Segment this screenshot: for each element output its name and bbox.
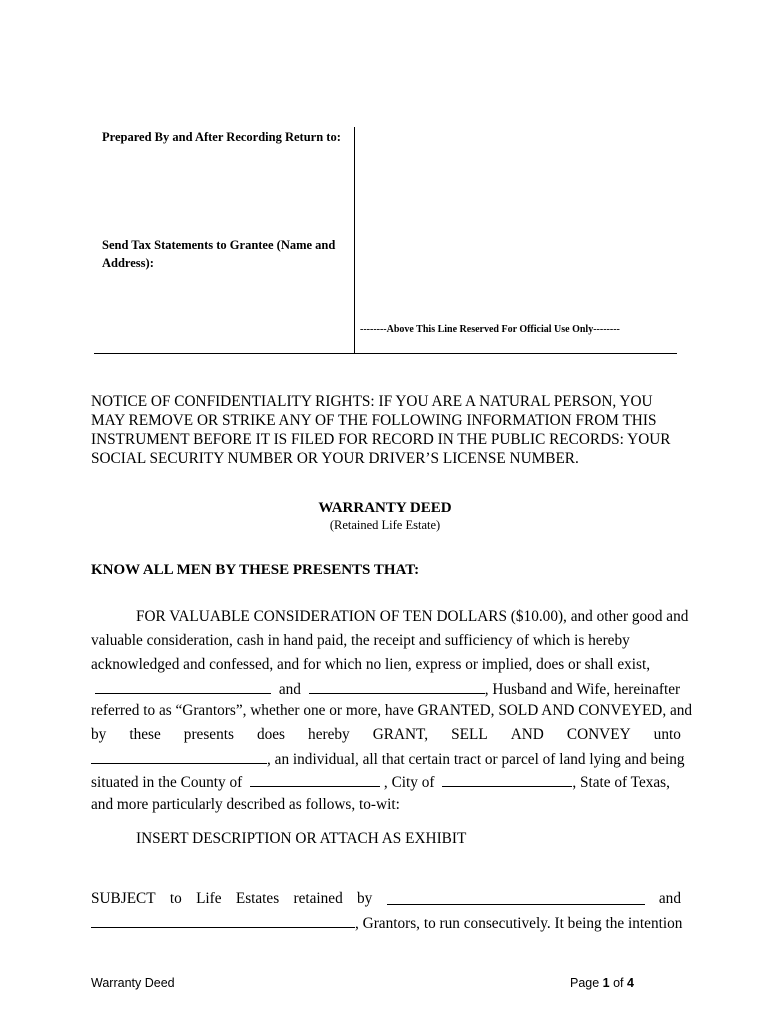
body-line: acknowledged and confessed, and for which no lien, express or implied, does or shall exist,	[91, 656, 651, 673]
grantor-1-blank[interactable]	[95, 679, 271, 694]
body-line-justified: by these presents does hereby GRANT, SELL AND CONVEY unto	[91, 726, 681, 743]
body-line: referred to as “Grantors”, whether one or more, have GRANTED, SOLD AND CONVEYED, and	[91, 702, 693, 719]
city-blank[interactable]	[442, 772, 572, 787]
header-divider-vertical	[354, 127, 355, 354]
document-subtitle: (Retained Life Estate)	[329, 518, 441, 532]
body-line: FOR VALUABLE CONSIDERATION OF TEN DOLLARS ($10.00), and other good and	[136, 608, 689, 625]
know-all-heading: KNOW ALL MEN BY THESE PRESENTS THAT:	[91, 562, 420, 578]
footer-page-number: Page 1 of 4	[570, 976, 634, 990]
body-line: , an individual, all that certain tract or parcel of land lying and being	[91, 749, 681, 769]
grantee-blank[interactable]	[91, 749, 267, 764]
body-line: valuable consideration, cash in hand paid, the receipt and sufficiency of which is hereby	[91, 632, 630, 649]
confidentiality-notice: NOTICE OF CONFIDENTIALITY RIGHTS: IF YOU ARE A NATURAL PERSON, YOU MAY REMOVE OR STRIKE ANY OF THE FOLLOWING INFORMATION FROM THIS INSTRUMENT BEFORE IT IS FILED FOR RECORD IN THE PUBLIC RECORDS: YOUR SOCIAL SECURITY NUMBER OR YOUR DRIVER’S LICENSE NUMBER.	[91, 393, 671, 467]
insert-description-placeholder: INSERT DESCRIPTION OR ATTACH AS EXHIBIT	[136, 830, 467, 847]
send-tax-label: Send Tax Statements to Grantee (Name and Address):	[102, 238, 336, 270]
life-estate-holder-blank[interactable]	[387, 890, 645, 905]
prepared-by-label: Prepared By and After Recording Return to:	[102, 130, 341, 144]
header-divider-horizontal	[94, 353, 677, 354]
life-estate-holder-2-blank[interactable]	[91, 913, 355, 928]
official-use-note: --------Above This Line Reserved For Official Use Only--------	[360, 324, 620, 335]
subject-line: SUBJECT to Life Estates retained by and	[91, 890, 681, 907]
document-title: WARRANTY DEED	[318, 500, 452, 516]
footer-document-name: Warranty Deed	[91, 976, 175, 990]
body-line: situated in the County of , City of , State of Texas,	[91, 774, 670, 791]
county-blank[interactable]	[250, 772, 380, 787]
body-line: , Grantors, to run consecutively. It being the intention	[91, 913, 681, 933]
body-line: and , Husband and Wife, hereinafter	[91, 679, 681, 699]
grantor-2-blank[interactable]	[309, 679, 485, 694]
body-line: and more particularly described as follows, to-wit:	[91, 796, 400, 813]
